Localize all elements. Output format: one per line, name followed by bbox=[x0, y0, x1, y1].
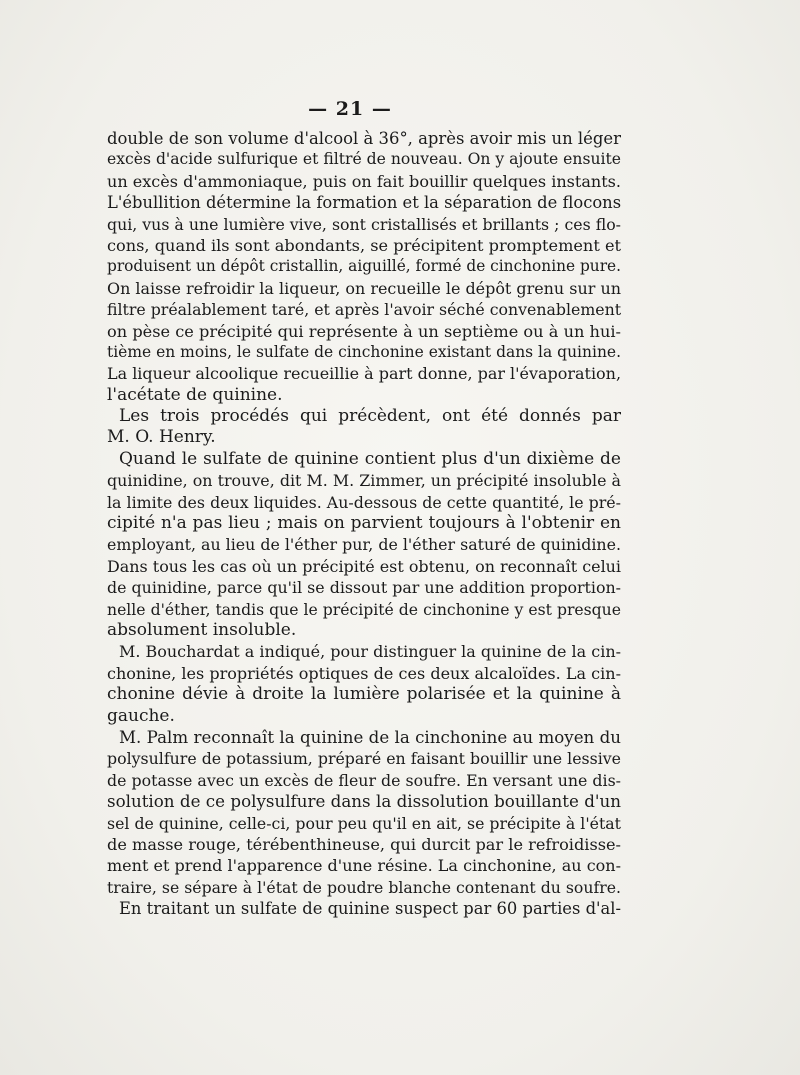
page-number: — 21 — bbox=[308, 98, 392, 120]
text-line: En traitant un sulfate de quinine suspect par 60 parties d'al- bbox=[119, 899, 621, 919]
text-line: excès d'acide sulfurique et filtré de nouveau. On y ajoute ensuite bbox=[107, 150, 621, 169]
text-line: cipité n'a pas lieu ; mais on parvient toujours à l'obtenir en bbox=[107, 513, 621, 534]
text-line: Dans tous les cas où un précipité est obtenu, on reconnaît celui bbox=[107, 556, 622, 576]
text-line: On laisse refroidir la liqueur, on recueille le dépôt grenu sur un bbox=[107, 278, 621, 298]
text-line: filtre préalablement taré, et après l'avoir séché convenablement bbox=[107, 300, 622, 320]
text-line: produisent un dépôt cristallin, aiguillé, formé de cinchonine pure. bbox=[107, 257, 622, 276]
text-line: de quinidine, parce qu'il se dissout par une addition proportion- bbox=[107, 578, 621, 598]
text-line: Quand le sulfate de quinine contient plus d'un dixième de bbox=[119, 448, 621, 469]
text-line: M. Palm reconnaît la quinine de la cinchonine au moyen du bbox=[119, 727, 621, 747]
text-line: traire, se sépare à l'état de poudre blanche contenant du soufre. bbox=[107, 877, 621, 897]
text-line: nelle d'éther, tandis que le précipité de cinchonine y est presque bbox=[107, 599, 621, 619]
text-line: l'acétate de quinine. bbox=[107, 384, 283, 405]
text-line: polysulfure de potassium, préparé en faisant bouillir une lessive bbox=[107, 749, 621, 769]
text-line: chonine, les propriétés optiques de ces deux alcaloïdes. La cin- bbox=[107, 663, 621, 683]
text-line: un excès d'ammoniaque, puis on fait bouillir quelques instants. bbox=[107, 171, 621, 191]
text-line: tième en moins, le sulfate de cinchonine existant dans la quinine. bbox=[107, 342, 621, 361]
text-line: M. O. Henry. bbox=[107, 427, 216, 448]
text-line: de potasse avec un excès de fleur de soufre. En versant une dis- bbox=[107, 770, 621, 790]
text-line: quinidine, on trouve, dit M. M. Zimmer, un précipité insoluble à bbox=[107, 471, 621, 491]
text-line: gauche. bbox=[107, 705, 175, 726]
text-line: sel de quinine, celle-ci, pour peu qu'il en ait, se précipite à l'état bbox=[107, 813, 621, 833]
text-line: La liqueur alcoolique recueillie à part donne, par l'évaporation, bbox=[107, 364, 622, 384]
text-line: Les trois procédés qui précèdent, ont été donnés par bbox=[119, 406, 621, 427]
text-line: absolument insoluble. bbox=[107, 619, 297, 640]
text-line: solution de ce polysulfure dans la dissolution bouillante d'un bbox=[107, 791, 621, 812]
text-line: chonine dévie à droite la lumière polarisée et la quinine à bbox=[107, 684, 621, 705]
text-line: double de son volume d'alcool à 36°, après avoir mis un léger bbox=[107, 129, 621, 148]
text-line: qui, vus à une lumière vive, sont cristallisés et brillants ; ces flo- bbox=[107, 214, 621, 234]
text-line: L'ébullition détermine la formation et la séparation de flocons bbox=[107, 193, 622, 213]
text-line: ment et prend l'apparence d'une résine. La cinchonine, au con- bbox=[107, 856, 621, 876]
text-line: M. Bouchardat a indiqué, pour distinguer la quinine de la cin- bbox=[119, 642, 621, 662]
text-line: de masse rouge, térébenthineuse, qui durcit par le refroidisse- bbox=[107, 834, 621, 854]
text-line: employant, au lieu de l'éther pur, de l'éther saturé de quinidine. bbox=[107, 535, 621, 555]
text-line: on pèse ce précipité qui représente à un septième ou à un hui- bbox=[107, 321, 621, 341]
body-text bbox=[107, 128, 621, 919]
text-line: la limite des deux liquides. Au-dessous de cette quantité, le pré- bbox=[107, 492, 621, 512]
text-line: cons, quand ils sont abondants, se précipitent promptement et bbox=[107, 235, 621, 255]
